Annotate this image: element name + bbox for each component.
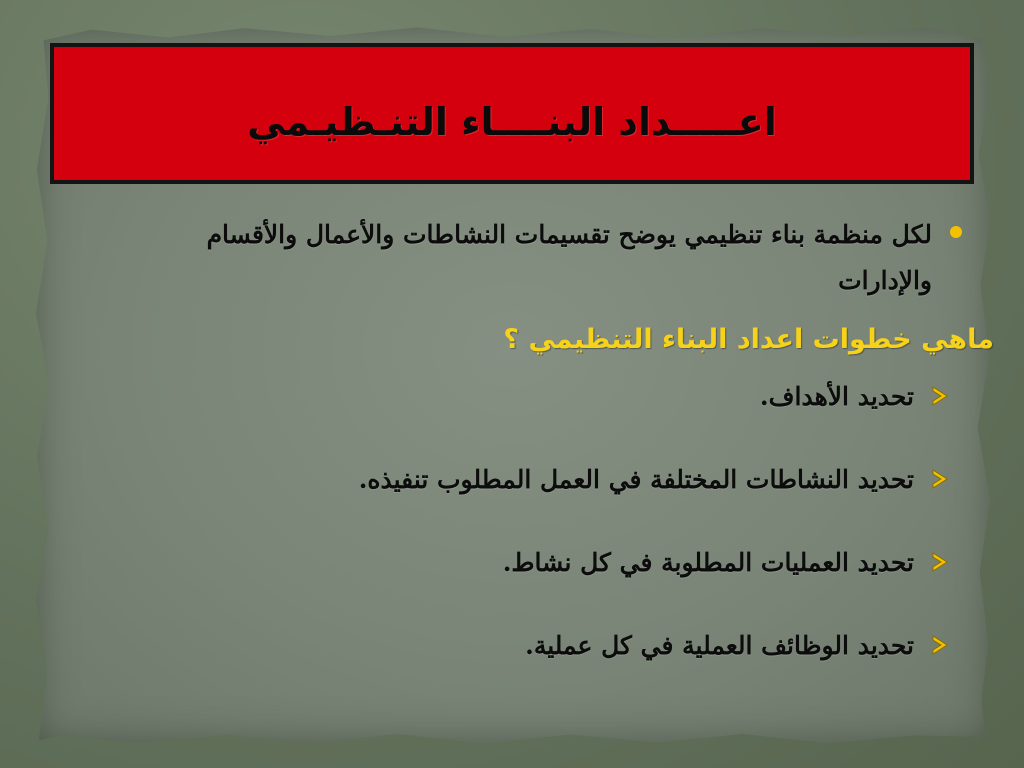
arrow-right-icon	[930, 550, 952, 574]
arrow-right-icon	[930, 467, 952, 491]
step-text: تحديد الوظائف العملية في كل عملية.	[525, 631, 914, 660]
step-text: تحديد الأهداف.	[759, 382, 914, 411]
list-item	[130, 629, 964, 663]
slide-title: اعـــــداد البنــــاء التنـظيـمي	[247, 100, 777, 144]
question-heading: ماهي خطوات اعداد البناء التنظيمي ؟	[503, 324, 994, 355]
arrow-right-icon	[930, 384, 952, 408]
steps-list	[130, 380, 964, 663]
step-text: تحديد العمليات المطلوبة في كل نشاط.	[502, 548, 914, 577]
list-item	[130, 380, 964, 414]
bullet-dot-icon	[950, 226, 962, 238]
arrow-right-icon	[930, 633, 952, 657]
intro-bullet-text: لكل منظمة بناء تنظيمي يوضح تقسيمات النشاطات والأعمال والأقسام والإدارات	[206, 220, 932, 295]
list-item	[130, 546, 964, 580]
slide-content	[130, 212, 994, 712]
list-item	[130, 463, 964, 497]
step-text: تحديد النشاطات المختلفة في العمل المطلوب تنفيذه.	[358, 465, 914, 494]
intro-bullet	[130, 212, 964, 304]
